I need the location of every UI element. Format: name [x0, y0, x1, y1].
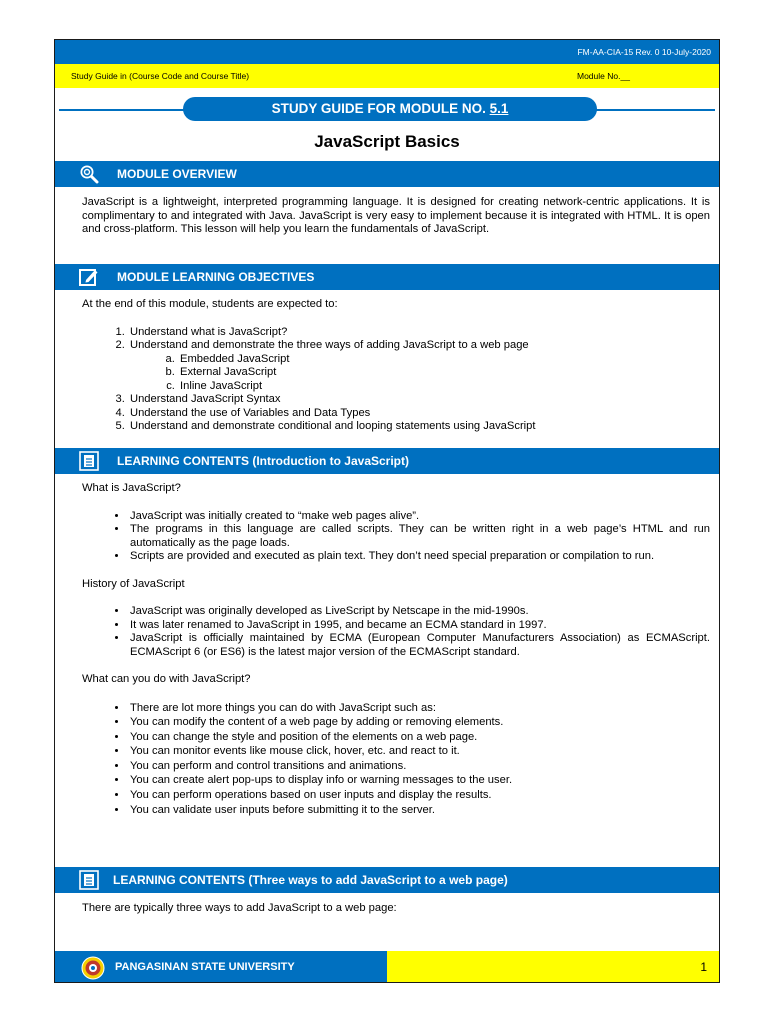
university-seal-icon [81, 956, 105, 980]
page-number: 1 [700, 960, 707, 974]
objective-item: 3. Understand JavaScript Syntax [128, 393, 710, 407]
contents-intro-block [82, 482, 710, 817]
list-item: • You can perform operations based on user inputs and display the results. [128, 788, 710, 803]
list-item: • You can create alert pop-ups to display info or warning messages to the user. [128, 773, 710, 788]
section-heading: LEARNING CONTENTS (Introduction to JavaScript) [117, 454, 410, 468]
objective-subitem: b. External JavaScript [178, 366, 710, 380]
list-item: • The programs in this language are called scripts. They can be written right in a web page’s HTML and run automatically as the page loads. [128, 523, 710, 550]
title-prefix: STUDY GUIDE FOR MODULE NO. [271, 101, 486, 116]
objective-item: 4. Understand the use of Variables and Data Types [128, 407, 710, 421]
study-guide-label: Study Guide in (Course Code and Course Title) [71, 71, 250, 81]
list-item: • You can perform and control transitions and animations. [128, 759, 710, 774]
question-heading: History of JavaScript [82, 577, 185, 590]
section-heading: LEARNING CONTENTS (Three ways to add JavaScript to a web page) [113, 873, 508, 887]
bullet-list [82, 605, 710, 659]
contents-ways-text: There are typically three ways to add JavaScript to a web page: [82, 902, 397, 914]
document-icon [79, 451, 99, 471]
section-heading: MODULE OVERVIEW [117, 167, 237, 181]
section-header-contents-intro [55, 448, 719, 474]
bullet-list [82, 510, 710, 564]
list-item: • You can monitor events like mouse click, hover, etc. and react to it. [128, 744, 710, 759]
title-banner [55, 94, 719, 124]
magnifier-icon [79, 164, 99, 184]
section-header-overview [55, 161, 719, 187]
form-code: FM-AA-CIA-15 Rev. 0 10-July-2020 [577, 47, 711, 57]
list-item: • You can validate user inputs before submitting it to the server. [128, 803, 710, 818]
module-number: 5.1 [489, 101, 509, 116]
university-name: PANGASINAN STATE UNIVERSITY [115, 961, 295, 973]
list-item: • You can change the style and position of the elements on a web page. [128, 730, 710, 745]
section-header-objectives [55, 264, 719, 290]
list-item: • There are lot more things you can do with JavaScript such as: [128, 701, 710, 716]
form-code-bar [55, 40, 719, 64]
list-item: • JavaScript was originally developed as LiveScript by Netscape in the mid-1990s. [128, 605, 710, 619]
title-pill [183, 97, 597, 121]
section-header-contents-ways [55, 867, 719, 893]
objectives-intro: At the end of this module, students are expected to: [82, 298, 338, 310]
edit-icon [79, 267, 99, 287]
objective-subitem: c. Inline JavaScript [178, 380, 710, 394]
objective-item: 1. Understand what is JavaScript? [128, 326, 710, 340]
document-icon [79, 870, 99, 890]
objective-subitem: a. Embedded JavaScript [178, 353, 710, 367]
list-item: • It was later renamed to JavaScript in 1995, and became an ECMA standard in 1997. [128, 619, 710, 633]
objectives-list [82, 326, 710, 434]
bullet-list [82, 701, 710, 818]
section-heading: MODULE LEARNING OBJECTIVES [117, 270, 315, 284]
page-title: JavaScript Basics [314, 132, 460, 151]
objectives-block [82, 298, 710, 434]
list-item: • You can modify the content of a web page by adding or removing elements. [128, 715, 710, 730]
list-item: • Scripts are provided and executed as plain text. They don’t need special preparation or compilation to run. [128, 550, 710, 564]
module-no-label: Module No.__ [577, 71, 630, 81]
question-heading: What is JavaScript? [82, 482, 181, 494]
objective-sublist [130, 353, 710, 394]
question-heading: What can you do with JavaScript? [82, 673, 251, 685]
list-item: • JavaScript was initially created to “make web pages alive”. [128, 510, 710, 524]
footer-university-bar [55, 951, 387, 983]
overview-text: JavaScript is a lightweight, interpreted programming language. It is designed for creating network-centric applications. It is complimentary to and integrated with Java. JavaScript is very easy to implement because it is integrated with HTML. It is open and cross-platform. This lesson will help you learn the fundamentals of JavaScript. [82, 196, 710, 235]
list-item: • JavaScript is officially maintained by ECMA (European Computer Manufacturers Association) as ECMAScript. ECMAScript 6 (or ES6) is the latest major version of the ECMAScript standard. [128, 632, 710, 659]
footer-page-bar [387, 951, 719, 983]
objective-item: 2. Understand and demonstrate the three ways of adding JavaScript to a web page a. Embedded JavaScript b. External JavaScript c. Inline JavaScript [128, 339, 710, 393]
document-page [54, 39, 720, 983]
objective-item: 5. Understand and demonstrate conditional and looping statements using JavaScript [128, 420, 710, 434]
course-info-bar [55, 64, 719, 88]
